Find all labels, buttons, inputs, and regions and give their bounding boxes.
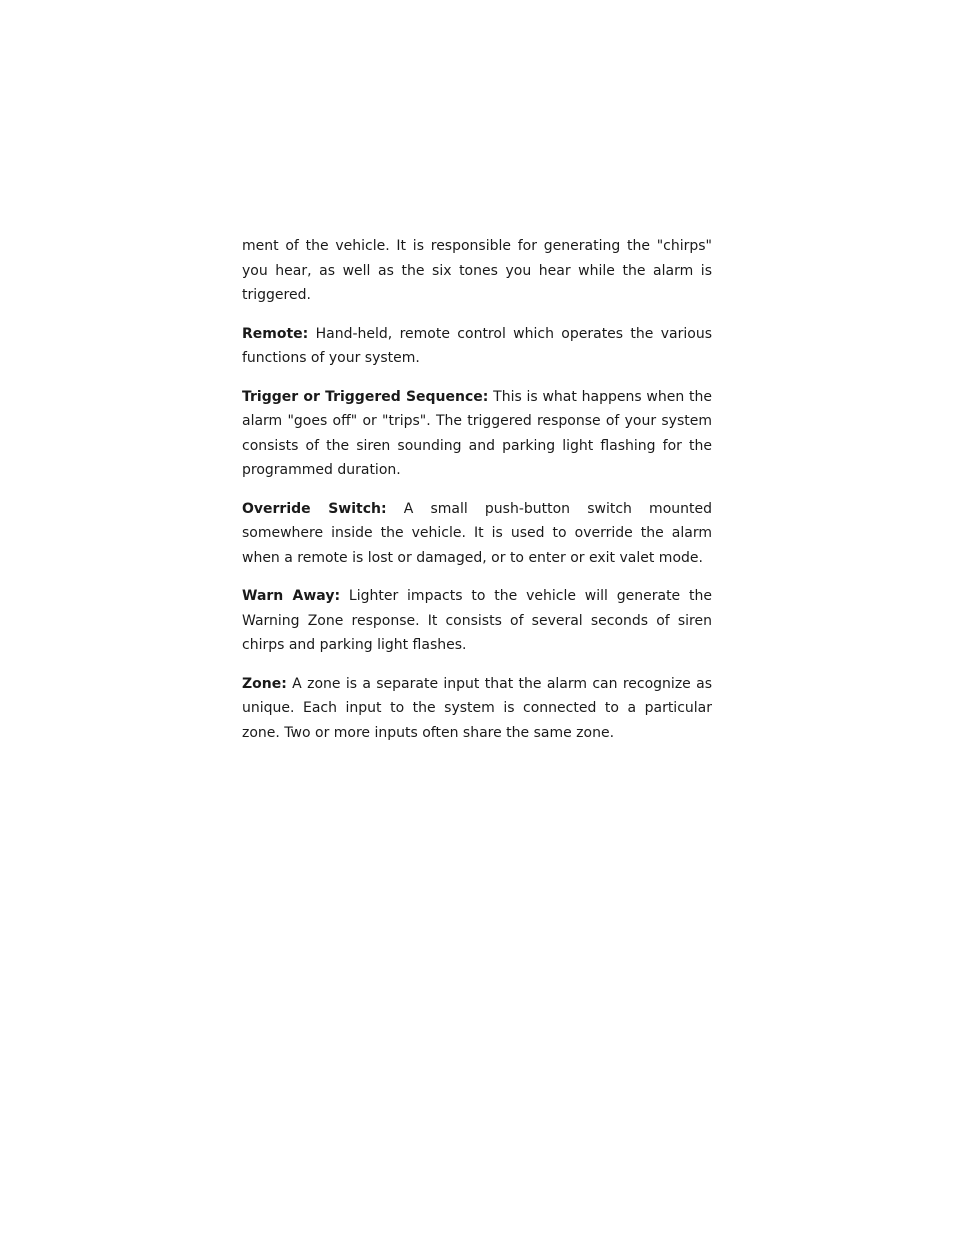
- glossary-content: [242, 234, 712, 759]
- definition-text: Hand-held, remote control which operates the various functions of your system.: [242, 325, 712, 366]
- term-warn-away: Warn Away:: [242, 588, 341, 604]
- definition-override-switch: [242, 497, 712, 571]
- definition-remote: [242, 322, 712, 371]
- term-remote: Remote:: [242, 325, 309, 342]
- definition-text: Lighter impacts to the vehicle will generate the Warning Zone response. It consists of several seconds of siren chirps and parking light flashes.: [242, 588, 712, 653]
- paragraph-text: ment of the vehicle. It is responsible for generating the "chirps" you hear, as well as the six tones you hear while the alarm is triggered.: [242, 238, 712, 303]
- definition-text: A small push-button switch mounted somewhere inside the vehicle. It is used to override the alarm when a remote is lost or damaged, or to enter or exit valet mode.: [242, 500, 712, 566]
- definition-trigger: [242, 385, 712, 483]
- definition-warn-away: [242, 584, 712, 658]
- term-zone: Zone:: [242, 675, 287, 692]
- term-override-switch: Override Switch:: [242, 500, 387, 517]
- paragraph-continued: [242, 234, 712, 308]
- definition-zone: [242, 672, 712, 746]
- definition-text: This is what happens when the alarm "goes off" or "trips". The triggered response of your system consists of the siren sounding and parking light flashing for the programmed duration.: [242, 388, 712, 478]
- term-trigger: Trigger or Triggered Sequence:: [242, 388, 489, 405]
- definition-text: A zone is a separate input that the alarm can recognize as unique. Each input to the system is connected to a particular zone. Two or more inputs often share the same zone.: [242, 675, 712, 741]
